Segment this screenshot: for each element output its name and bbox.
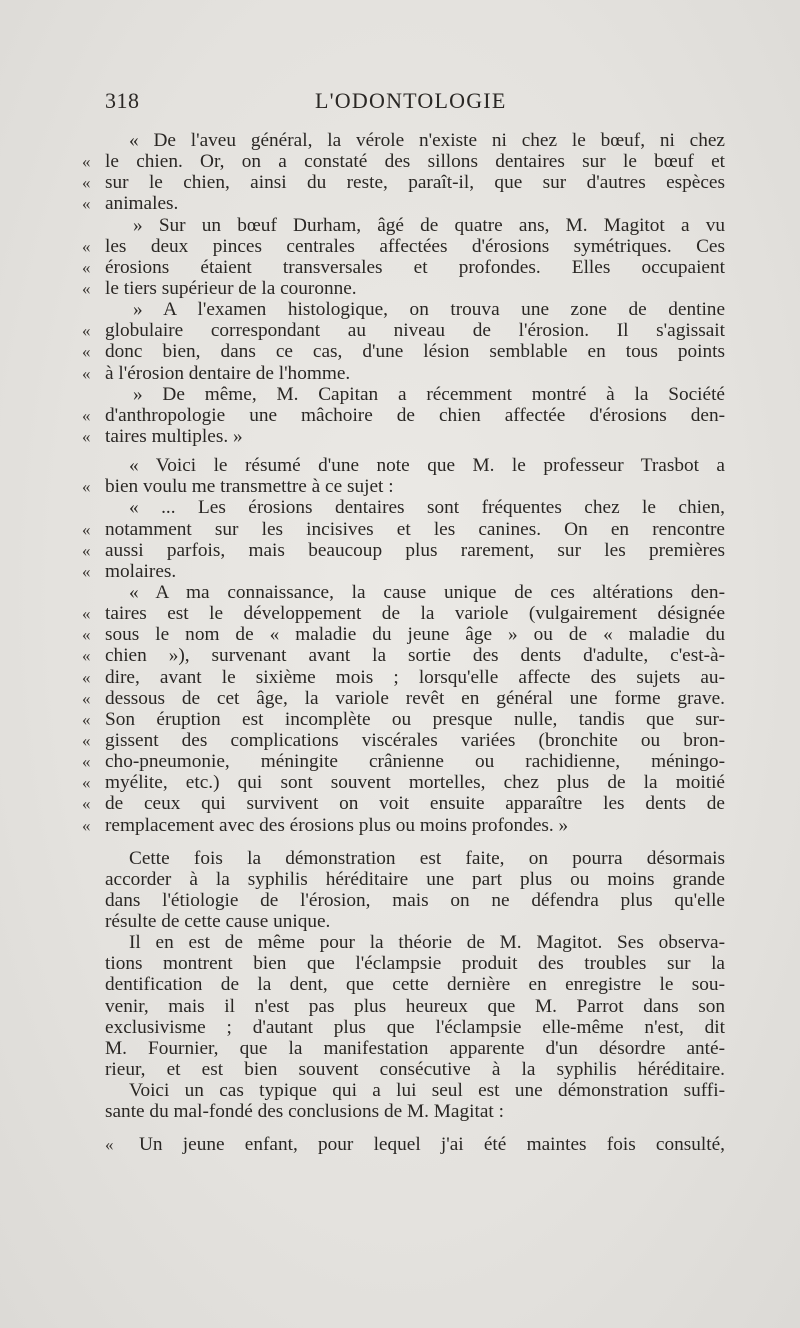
text-line: » De même, M. Capitan a récemment montré à la Société (133, 383, 725, 405)
text-line: accorder à la syphilis héréditaire une part plus ou moins grande (105, 868, 725, 890)
text-line: Cette fois la démonstration est faite, on pourra désormais (129, 847, 725, 869)
text-line: Il en est de même pour la théorie de M. Magitot. Ses observa- (129, 932, 725, 954)
running-title: L'ODONTOLOGIE (315, 88, 507, 113)
text-line: venir, mais il n'est pas plus heureux que M. Parrot dans son (105, 995, 725, 1017)
quote-mark: « (82, 519, 91, 539)
page-header (105, 88, 730, 118)
quote-mark: « (82, 667, 91, 687)
quote-mark: « (82, 773, 91, 793)
text-line: « notamment sur les incisives et les canines. On en rencontre (82, 518, 725, 540)
quote-mark: « (82, 426, 91, 446)
text-line: « animales. (82, 193, 179, 215)
quote-mark: « (82, 477, 91, 497)
quote-mark: « (82, 405, 91, 425)
quote-mark: « (82, 561, 91, 581)
text-line: résulte de cette cause unique. (105, 911, 331, 933)
text-line: « dessous de cet âge, la variole revêt en général une forme grave. (82, 687, 725, 709)
text-line: « le tiers supérieur de la couronne. (82, 277, 357, 299)
quote-mark: « (82, 815, 91, 835)
quote-mark: « (82, 152, 91, 172)
quote-mark: « (82, 604, 91, 624)
text-line: sante du mal-fondé des conclusions de M. Magitat : (105, 1101, 504, 1123)
quote-mark: « (82, 342, 91, 362)
text-line: « chien »), survenant avant la sortie des dents d'adulte, c'est-à- (82, 645, 725, 667)
quote-mark: « (82, 194, 91, 214)
text-line: « aussi parfois, mais beaucoup plus rarement, sur les premières (82, 539, 725, 561)
text-line: tions montrent bien que l'éclampsie produit des troubles sur la (105, 953, 725, 975)
text-line: « le chien. Or, on a constaté des sillons dentaires sur le bœuf et (82, 151, 725, 173)
text-line: » Sur un bœuf Durham, âgé de quatre ans, M. Magitot a vu (133, 214, 725, 236)
text-line: » A l'examen histologique, on trouva une zone de dentine (133, 299, 725, 321)
quote-mark: « (82, 278, 91, 298)
text-line: « taires multiples. » (82, 425, 243, 447)
text-line: « globulaire correspondant au niveau de l'érosion. Il s'agissait (82, 320, 725, 342)
text-line: « Son éruption est incomplète ou presque nulle, tandis que sur- (82, 708, 725, 730)
text-line: « donc bien, dans ce cas, d'une lésion semblable en tous points (82, 341, 725, 363)
text-line: « molaires. (82, 560, 177, 582)
text-line: « A ma connaissance, la cause unique de ces altérations den- (129, 581, 725, 603)
text-line: « ... Les érosions dentaires sont fréquentes chez le chien, (129, 497, 725, 519)
text-line: « de ceux qui survivent on voit ensuite apparaître les dents de (82, 793, 725, 815)
text-line: exclusivisme ; d'autant plus que l'éclampsie elle-même n'est, dit (105, 1016, 725, 1038)
quote-mark: « (82, 688, 91, 708)
quote-mark: « (82, 321, 91, 341)
text-line: « Un jeune enfant, pour lequel j'ai été maintes fois consulté, (105, 1134, 725, 1156)
text-line: M. Fournier, que la manifestation apparente d'un désordre anté- (105, 1037, 725, 1059)
text-line: « érosions étaient transversales et profondes. Elles occupaient (82, 256, 725, 278)
quote-mark: « (82, 236, 91, 256)
page-number: 318 (105, 88, 140, 113)
text-line: « gissent des complications viscérales variées (bronchite ou bron- (82, 729, 725, 751)
quote-mark: « (82, 540, 91, 560)
text-line: « De l'aveu général, la vérole n'existe ni chez le bœuf, ni chez (129, 130, 725, 151)
text-line: « remplacement avec des érosions plus ou moins profondes. » (82, 814, 569, 836)
text-line: « sous le nom de « maladie du jeune âge » ou de « maladie du (82, 624, 725, 646)
quote-mark: « (105, 1135, 114, 1155)
quote-mark: « (82, 625, 91, 645)
text-line: dans l'étiologie de l'érosion, mais on ne défendra plus qu'elle (105, 889, 725, 911)
text-line: Voici un cas typique qui a lui seul est une démonstration suffi- (129, 1080, 725, 1102)
text-line: « à l'érosion dentaire de l'homme. (82, 362, 351, 384)
text-line: « sur le chien, ainsi du reste, paraît-il, que sur d'autres espèces (82, 172, 725, 194)
quote-mark: « (82, 363, 91, 383)
text-line: rieur, et est bien souvent consécutive à la syphilis héréditaire. (105, 1059, 725, 1081)
quote-mark: « (82, 752, 91, 772)
text-line: « bien voulu me transmettre à ce sujet : (82, 476, 394, 498)
text-line: « myélite, etc.) qui sont souvent mortelles, chez plus de la moitié (82, 772, 725, 794)
text-line: dentification de la dent, que cette dernière en enregistre le sou- (105, 974, 725, 996)
quote-mark: « (82, 709, 91, 729)
text-line: « taires est le développement de la variole (vulgairement désignée (82, 603, 725, 625)
quote-mark: « (82, 730, 91, 750)
quote-mark: « (82, 646, 91, 666)
text-line: « dire, avant le sixième mois ; lorsqu'elle affecte des sujets au- (82, 666, 725, 688)
quote-mark: « (82, 257, 91, 277)
body-text (82, 130, 725, 1156)
quote-mark: « (82, 173, 91, 193)
text-line: « Voici le résumé d'une note que M. le professeur Trasbot a (129, 455, 725, 477)
text-line: « d'anthropologie une mâchoire de chien affectée d'érosions den- (82, 404, 725, 426)
text-line: « cho-pneumonie, méningite crânienne ou rachidienne, méningo- (82, 751, 725, 773)
text-line: « les deux pinces centrales affectées d'érosions symétriques. Ces (82, 235, 725, 257)
quote-mark: « (82, 794, 91, 814)
